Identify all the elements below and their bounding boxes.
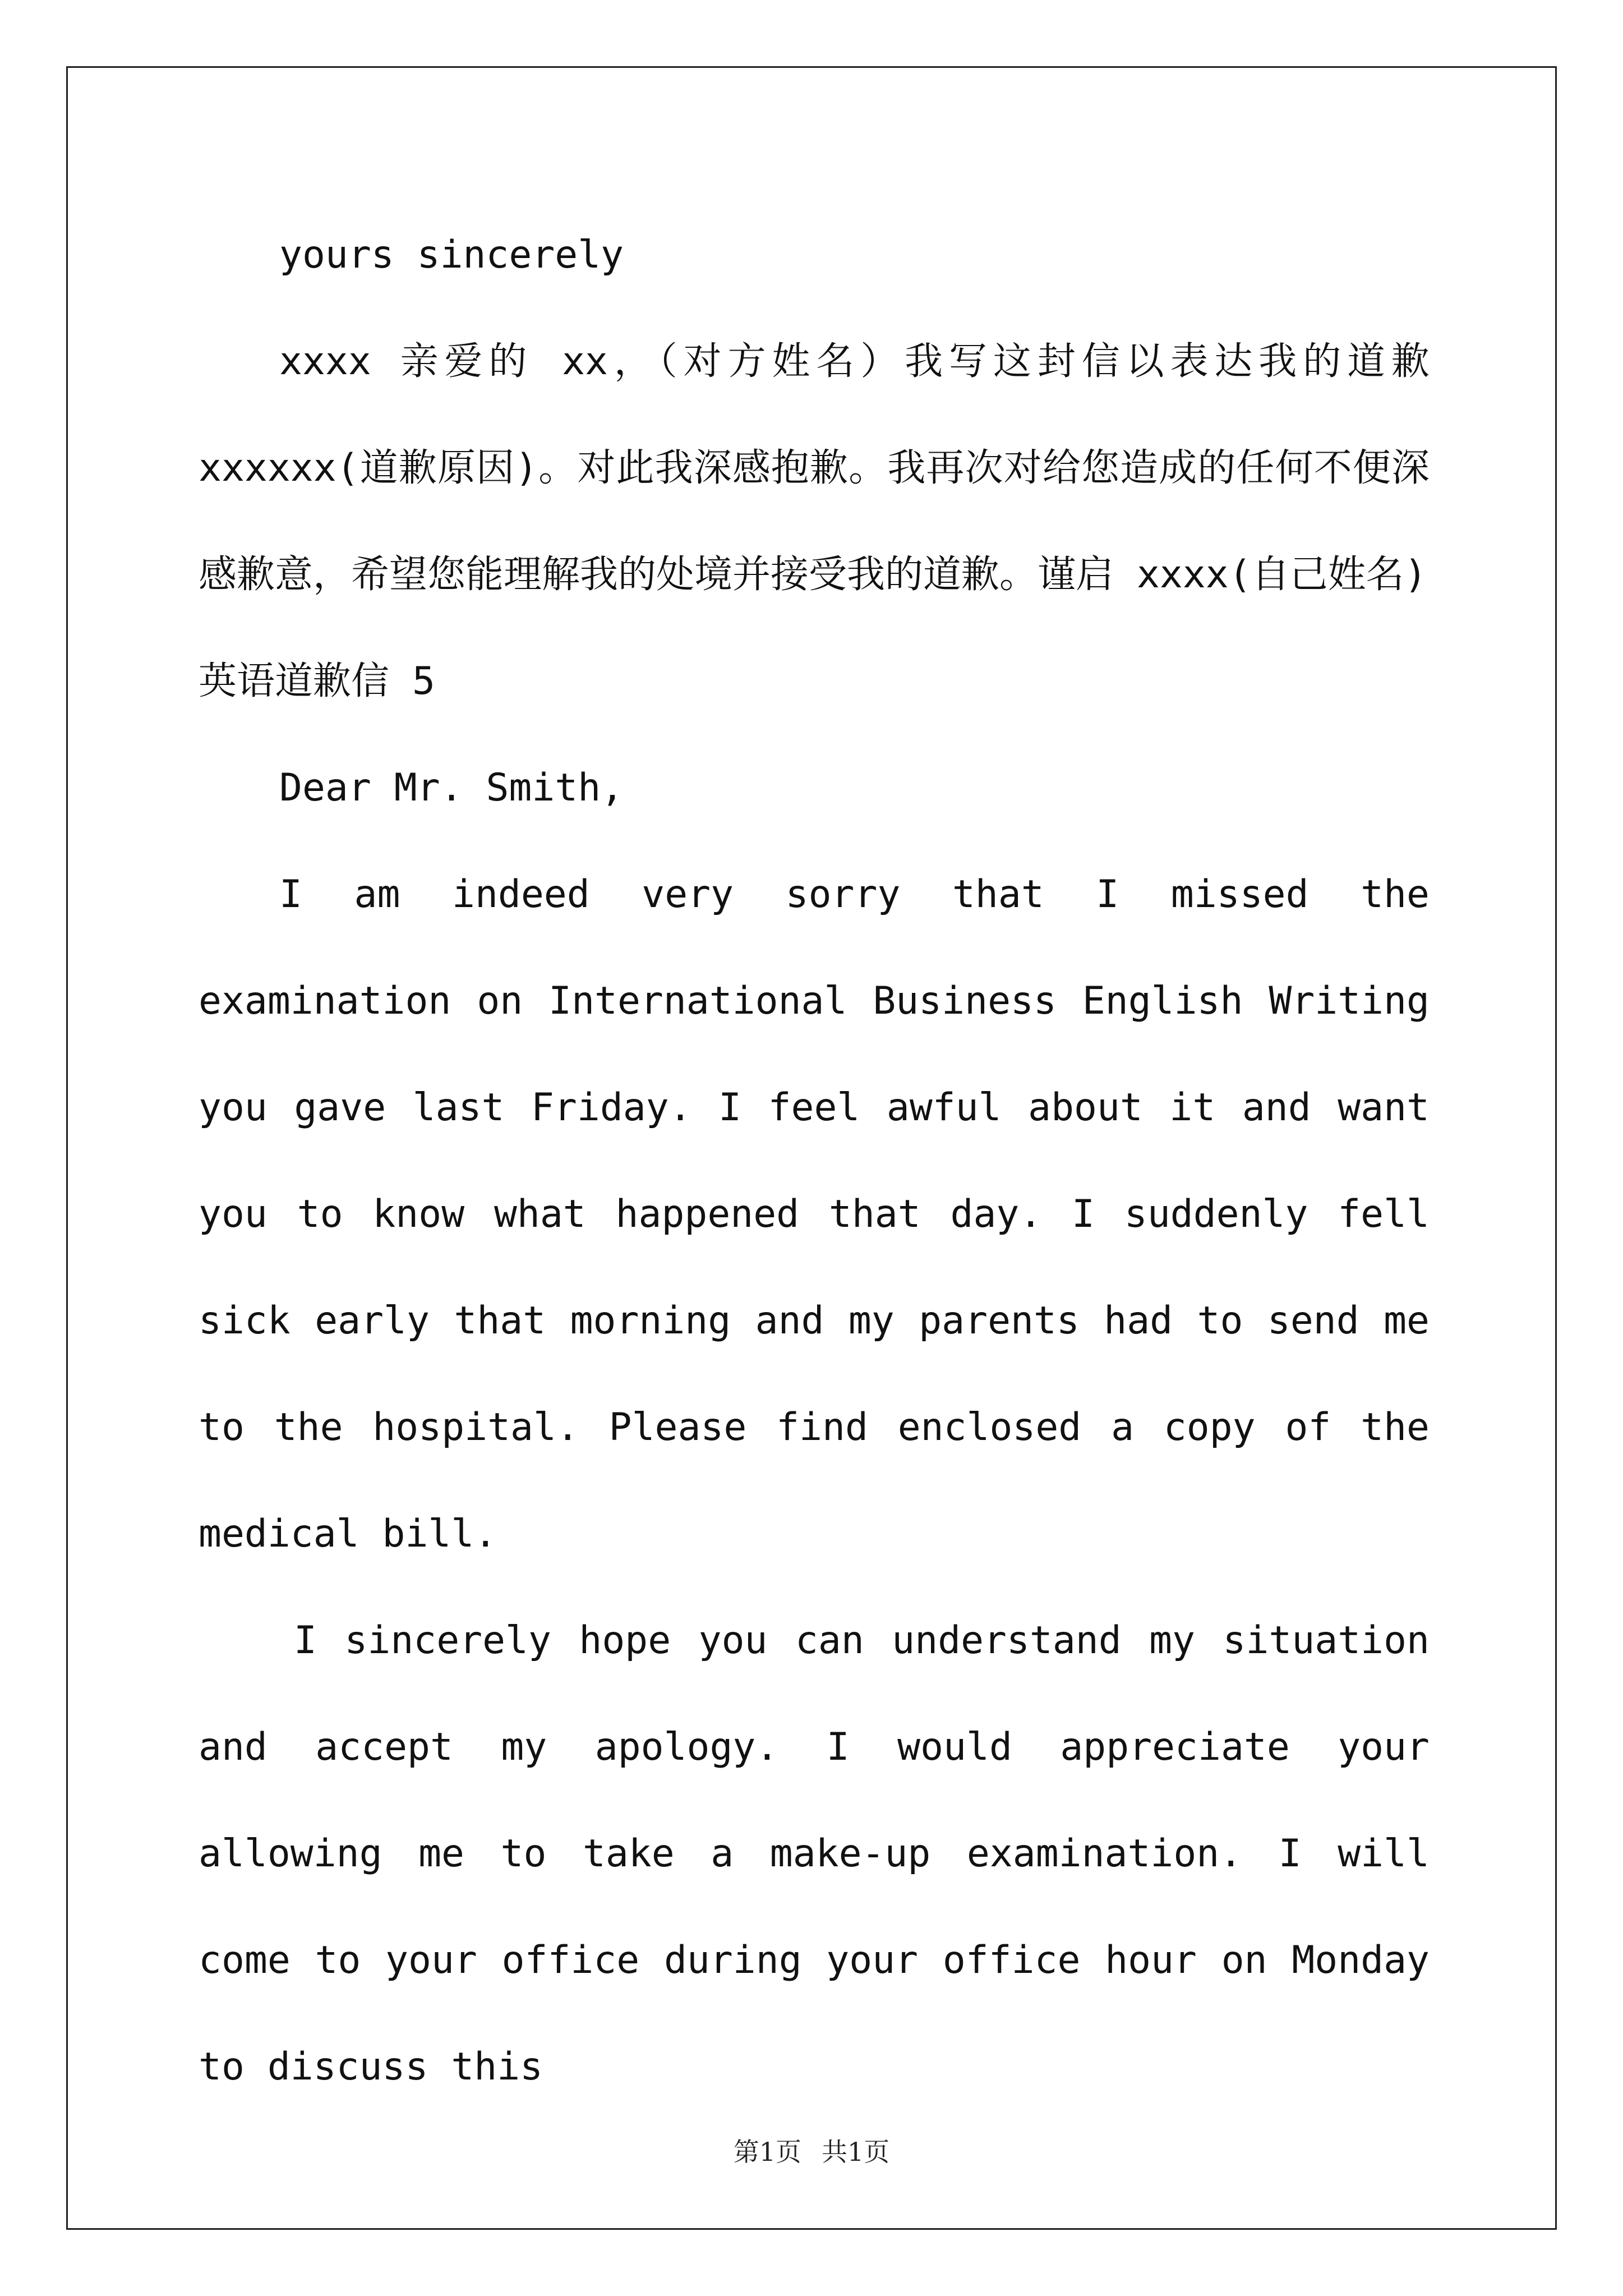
body-paragraph-1: I am indeed very sorry that I missed the examination on International Business English Writing you gave last Friday. I feel awful about it and want you to know what happened that day. I suddenly fell sick early that morning and my parents had to send me to the hospital. Please find enclosed a copy of the medical bill. bbox=[199, 872, 1430, 1556]
page-footer bbox=[0, 2132, 1623, 2169]
section-heading: 英语道歉信 5 bbox=[199, 659, 435, 703]
body-paragraph-2: I sincerely hope you can understand my situation and accept my apology. I would appreciate your allowing me to take a make-up examination. I will come to your office during your office hour on Monday to discuss this bbox=[199, 1618, 1430, 2089]
closing-line: yours sincerely bbox=[279, 233, 624, 277]
page-total: 共1页 bbox=[822, 2137, 890, 2167]
salutation: Dear Mr. Smith, bbox=[279, 766, 624, 810]
document-body bbox=[199, 202, 1430, 2120]
page-current: 第1页 bbox=[733, 2137, 801, 2167]
chinese-apology-paragraph: xxxx 亲爱的 xx，（对方姓名）我写这封信以表达我的道歉xxxxxx(道歉原因)。对此我深感抱歉。我再次对给您造成的任何不便深感歉意，希望您能理解我的处境并接受我的道歉。谨启 xxxx(自己姓名) bbox=[199, 339, 1430, 597]
